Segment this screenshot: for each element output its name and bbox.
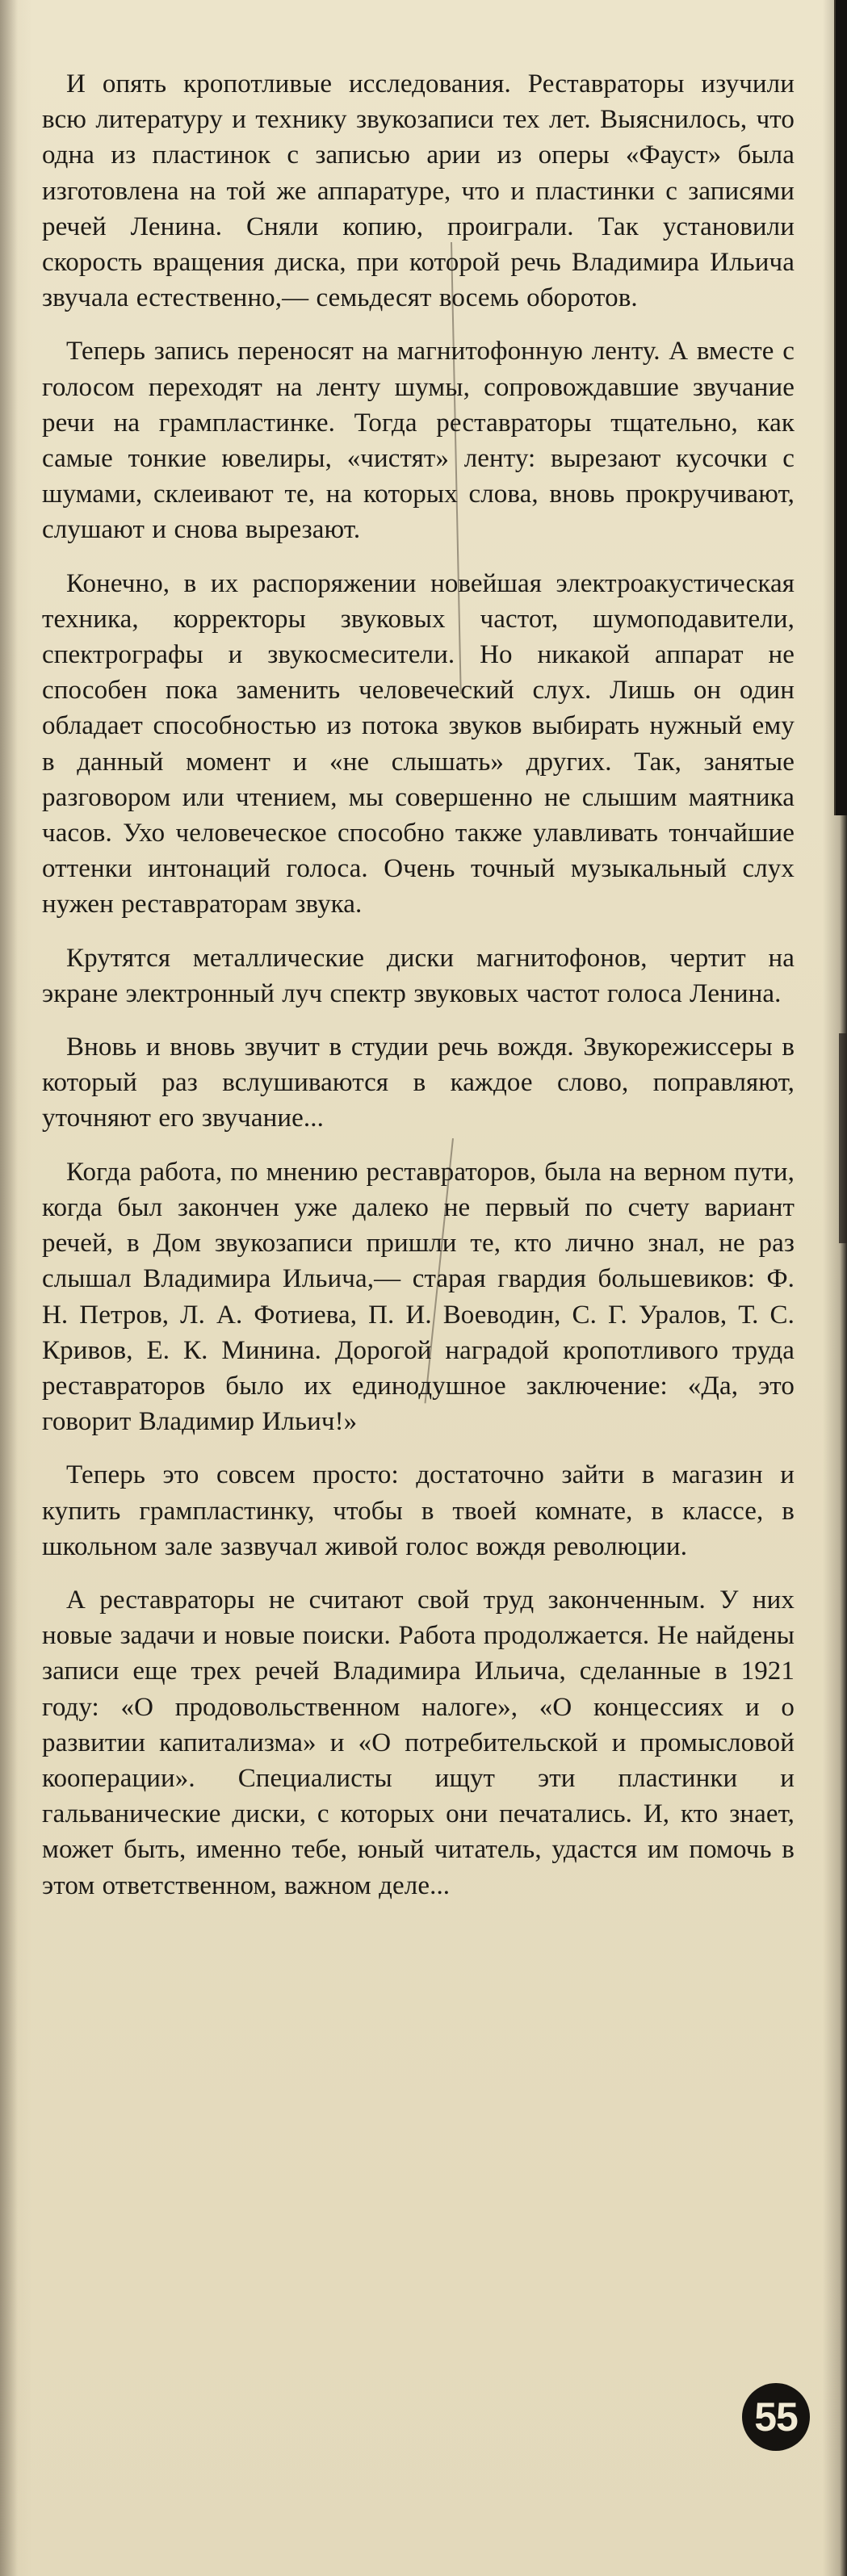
paragraph: Крутятся металлические диски магнитофонов, чертит на экране электронный луч спектр звуковых частот голоса Ленина.: [42, 943, 795, 1008]
paragraph: Конечно, в их распоряжении новейшая электроакустическая техника, корректоры звуковых частот, шумоподавители, спектрографы и звукосмесители. Но никакой аппарат не способен пока заменить человеческий слух. Лишь он один обладает способностью из потока звуков выбирать нужный ему в данный момент и «не слышать» других. Так, занятые разговором или чтением, мы совершенно не слышим маятника часов. Ухо человеческое способно также улавливать тончайшие оттенки интонаций голоса. Очень точный музыкальный слух нужен реставраторам звука.: [42, 568, 795, 919]
paragraph: А реставраторы не считают свой труд законченным. У них новые задачи и новые поиски. Работа продолжается. Не найдены записи еще трех речей Владимира Ильича, сделанные в 1921 году: «О продовольственном налоге», «О концессиях и о развитии капитализма» и «О потребительской и промысловой кооперации». Специалисты ищут эти пластинки и гальванические диски, с которых они печатались. И, кто знает, может быть, именно тебе, юный читатель, удастся им помочь в этом ответственном, важном деле...: [42, 1585, 795, 1900]
article-body: [42, 66, 795, 1921]
page-edge-mark: [839, 1033, 847, 1243]
paragraph: Теперь это совсем просто: достаточно зайти в магазин и купить грампластинку, чтобы в твоей комнате, в классе, в школьном зале зазвучал живой голос вождя революции.: [42, 1460, 795, 1561]
binding-shadow: [0, 0, 18, 2576]
paragraph: Вновь и вновь звучит в студии речь вождя. Звукорежиссеры в который раз вслушиваются в каждое слово, поправляют, уточняют его звучание...: [42, 1032, 795, 1133]
page-edge-tab: [834, 0, 847, 815]
paragraph: Теперь запись переносят на магнитофонную ленту. А вместе с голосом переходят на ленту шумы, сопровождавшие звучание речи на грампластинке. Тогда реставраторы тщательно, как самые тонкие ювелиры, «чистят» ленту: вырезают кусочки с шумами, склеивают те, на которых слова, вновь прокручивают, слушают и снова вырезают.: [42, 337, 795, 545]
page-number-badge: 55: [742, 2383, 810, 2451]
paragraph: И опять кропотливые исследования. Реставраторы изучили всю литературу и технику звукозаписи тех лет. Выяснилось, что одна из пластинок с записью арии из оперы «Фауст» была изготовлена на той же аппаратуре, что и пластинки с записями речей Ленина. Сняли копию, проиграли. Так установили скорость вращения диска, при которой речь Владимира Ильича звучала естественно,— семьдесят восемь оборотов.: [42, 69, 795, 313]
paragraph: Когда работа, по мнению реставраторов, была на верном пути, когда был закончен уже далеко не первый по счету вариант речей, в Дом звукозаписи пришли те, кто лично знал, не раз слышал Владимира Ильича,— старая гвардия большевиков: Ф. Н. Петров, Л. А. Фотиева, П. И. Воеводин, С. Г. Уралов, Т. С. Кривов, Е. К. Минина. Дорогой наградой кропотливого труда реставраторов было их единодушное заключение: «Да, это говорит Владимир Ильич!»: [42, 1157, 795, 1437]
